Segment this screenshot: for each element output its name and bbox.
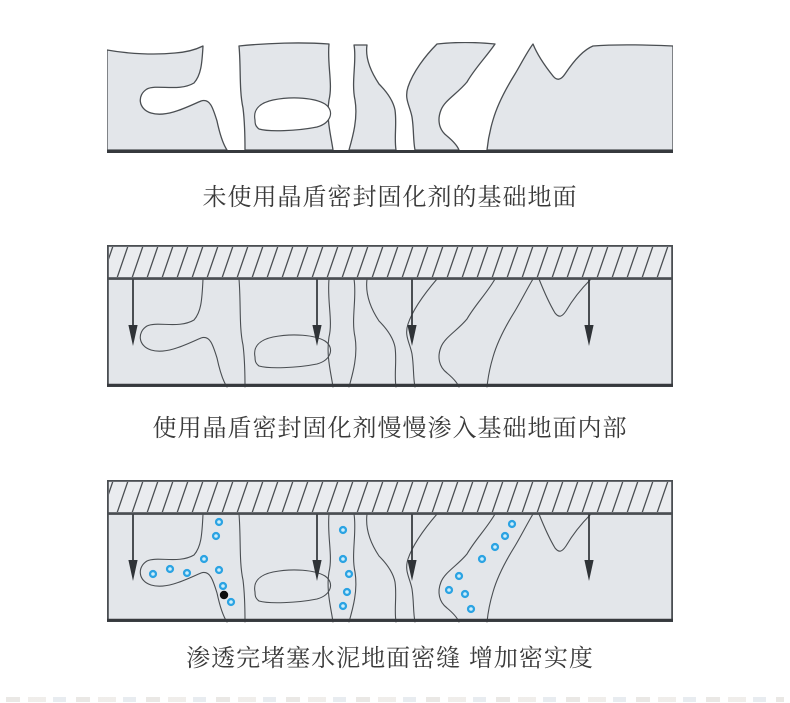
panel3-caption: 渗透完堵塞水泥地面密缝 增加密实度: [186, 645, 594, 672]
panel2-penetration-illustration: [107, 245, 673, 389]
panel1-caption: 未使用晶盾密封固化剂的基础地面: [202, 184, 578, 211]
panel1-untreated-floor-illustration: [107, 42, 673, 154]
cropped-text-strip: [6, 697, 784, 702]
panel2-caption: 使用晶盾密封固化剂慢慢渗入基础地面内部: [152, 415, 628, 442]
panel3-sealed-floor-illustration: [107, 480, 673, 624]
